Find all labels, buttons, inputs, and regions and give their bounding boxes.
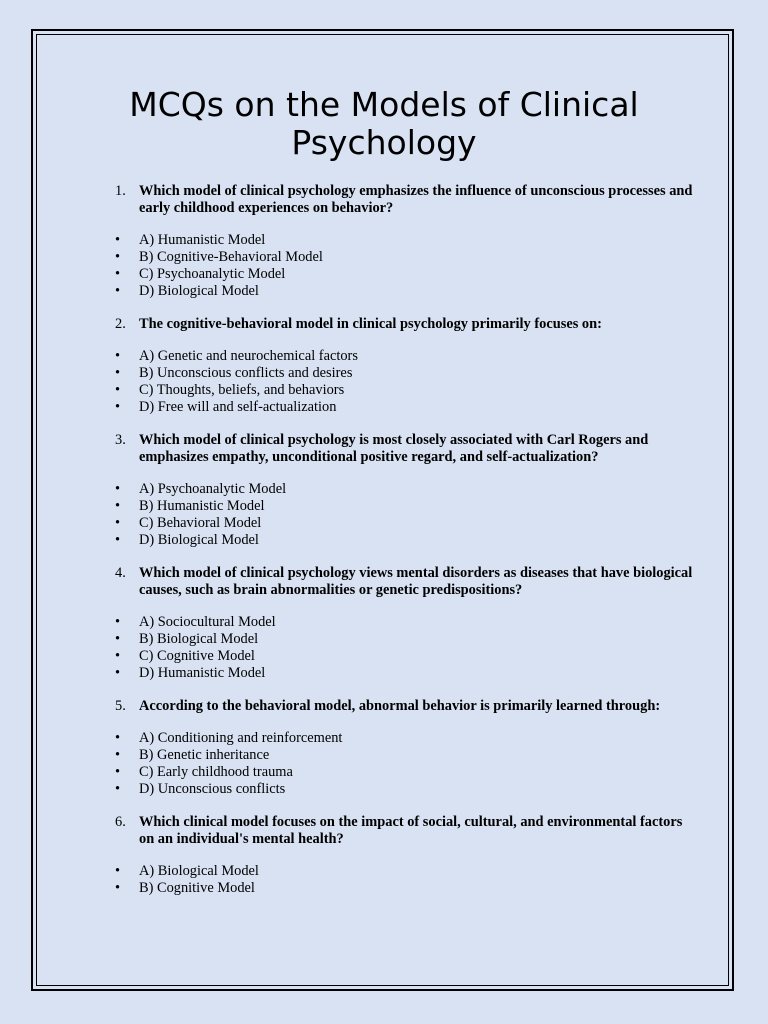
question-block <box>110 565 695 682</box>
question-label: Which model of clinical psychology views mental disorders as diseases that have biological causes, such as brain abnormalities or genetic predispositions? <box>139 565 693 598</box>
question-label: Which clinical model focuses on the impact of social, cultural, and environmental factors on an individual's mental health? <box>139 814 683 847</box>
bullet-icon: • <box>115 481 121 497</box>
option-item <box>110 863 695 880</box>
question-label: Which model of clinical psychology emphasizes the influence of unconscious processes and early childhood experiences on behavior? <box>139 183 693 216</box>
question-text <box>110 316 695 333</box>
bullet-icon: • <box>115 764 121 780</box>
question-text <box>110 183 695 217</box>
option-label: D) Biological Model <box>139 532 259 548</box>
option-list <box>110 232 695 300</box>
question-block <box>110 316 695 416</box>
option-label: B) Unconscious conflicts and desires <box>139 365 353 381</box>
bullet-icon: • <box>115 266 121 282</box>
option-item <box>110 648 695 665</box>
question-block <box>110 814 695 897</box>
option-item <box>110 232 695 249</box>
bullet-icon: • <box>115 399 121 415</box>
option-label: B) Cognitive-Behavioral Model <box>139 249 323 265</box>
question-label: According to the behavioral model, abnormal behavior is primarily learned through: <box>139 698 661 714</box>
option-item <box>110 730 695 747</box>
bullet-icon: • <box>115 730 121 746</box>
bullet-icon: • <box>115 614 121 630</box>
question-number: 6. <box>115 814 126 830</box>
option-label: A) Psychoanalytic Model <box>139 481 287 497</box>
option-item <box>110 515 695 532</box>
option-item <box>110 614 695 631</box>
option-label: A) Sociocultural Model <box>139 614 276 630</box>
option-label: A) Biological Model <box>139 863 259 879</box>
bullet-icon: • <box>115 747 121 763</box>
question-number: 3. <box>115 432 126 448</box>
question-label: The cognitive-behavioral model in clinical psychology primarily focuses on: <box>139 316 602 332</box>
option-list <box>110 481 695 549</box>
bullet-icon: • <box>115 365 121 381</box>
option-label: D) Humanistic Model <box>139 665 266 681</box>
option-item <box>110 481 695 498</box>
question-number: 5. <box>115 698 126 714</box>
option-item <box>110 631 695 648</box>
option-list <box>110 614 695 682</box>
option-item <box>110 348 695 365</box>
option-item <box>110 266 695 283</box>
option-label: A) Humanistic Model <box>139 232 266 248</box>
option-label: C) Early childhood trauma <box>139 764 293 780</box>
option-list <box>110 348 695 416</box>
bullet-icon: • <box>115 249 121 265</box>
option-label: A) Conditioning and reinforcement <box>139 730 343 746</box>
option-item <box>110 283 695 300</box>
bullet-icon: • <box>115 348 121 364</box>
bullet-icon: • <box>115 648 121 664</box>
bullet-icon: • <box>115 382 121 398</box>
bullet-icon: • <box>115 631 121 647</box>
question-text <box>110 565 695 599</box>
question-number: 2. <box>115 316 126 332</box>
option-label: D) Free will and self-actualization <box>139 399 337 415</box>
bullet-icon: • <box>115 665 121 681</box>
option-label: B) Biological Model <box>139 631 259 647</box>
option-label: C) Thoughts, beliefs, and behaviors <box>139 382 345 398</box>
question-block <box>110 432 695 549</box>
bullet-icon: • <box>115 532 121 548</box>
option-item <box>110 399 695 416</box>
option-label: B) Genetic inheritance <box>139 747 270 763</box>
option-item <box>110 781 695 798</box>
bullet-icon: • <box>115 515 121 531</box>
question-list <box>110 183 695 913</box>
question-text <box>110 814 695 848</box>
option-label: A) Genetic and neurochemical factors <box>139 348 358 364</box>
bullet-icon: • <box>115 498 121 514</box>
option-item <box>110 764 695 781</box>
option-label: D) Unconscious conflicts <box>139 781 286 797</box>
option-item <box>110 532 695 549</box>
question-label: Which model of clinical psychology is most closely associated with Carl Rogers and emphasizes empathy, unconditional positive regard, and self-actualization? <box>139 432 649 465</box>
question-text <box>110 432 695 466</box>
bullet-icon: • <box>115 781 121 797</box>
option-item <box>110 880 695 897</box>
option-label: B) Cognitive Model <box>139 880 255 896</box>
option-item <box>110 665 695 682</box>
question-block <box>110 698 695 798</box>
option-item <box>110 365 695 382</box>
option-label: C) Behavioral Model <box>139 515 262 531</box>
question-block <box>110 183 695 300</box>
question-number: 4. <box>115 565 126 581</box>
option-item <box>110 382 695 399</box>
bullet-icon: • <box>115 863 121 879</box>
page-title: MCQs on the Models of Clinical Psychology <box>129 85 639 162</box>
option-list <box>110 863 695 897</box>
option-label: B) Humanistic Model <box>139 498 265 514</box>
option-item <box>110 498 695 515</box>
bullet-icon: • <box>115 283 121 299</box>
question-text <box>110 698 695 715</box>
option-label: D) Biological Model <box>139 283 259 299</box>
option-label: C) Cognitive Model <box>139 648 255 664</box>
option-item <box>110 249 695 266</box>
question-number: 1. <box>115 183 126 199</box>
bullet-icon: • <box>115 232 121 248</box>
bullet-icon: • <box>115 880 121 896</box>
option-list <box>110 730 695 798</box>
option-label: C) Psychoanalytic Model <box>139 266 286 282</box>
option-item <box>110 747 695 764</box>
